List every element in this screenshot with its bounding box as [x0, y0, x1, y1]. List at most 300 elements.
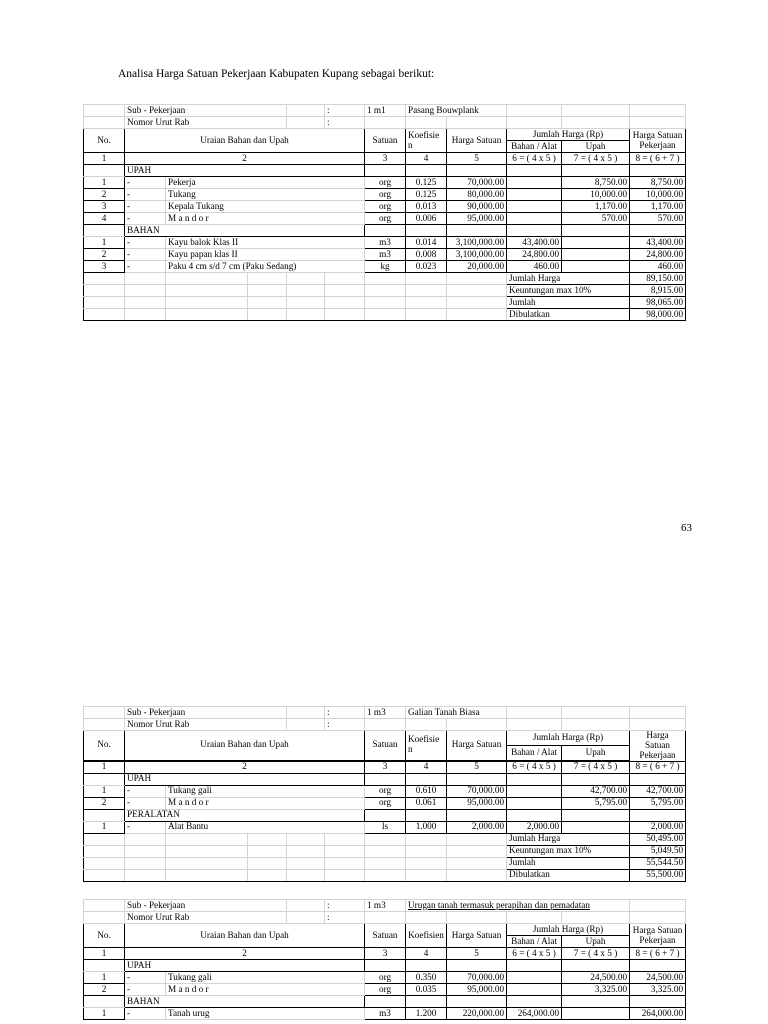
table-cell	[406, 912, 447, 924]
table-cell	[84, 869, 125, 881]
table-cell: -	[125, 797, 166, 809]
table-cell	[447, 960, 507, 972]
table-cell	[507, 105, 562, 117]
table-cell: :	[325, 105, 365, 117]
table-cell: 2	[84, 797, 125, 809]
table-cell: No.	[84, 924, 125, 948]
table-cell: 264,000.00	[507, 1008, 562, 1020]
table-cell: 98,065.00	[630, 297, 686, 309]
table-cell	[287, 912, 325, 924]
table-cell: 8 = ( 6 + 7 )	[630, 761, 686, 773]
table-cell	[125, 285, 166, 297]
table-cell: -	[125, 1008, 166, 1020]
table-cell: 80,000.00	[447, 189, 507, 201]
table-cell: :	[325, 912, 365, 924]
table-cell	[325, 869, 365, 881]
table-cell	[365, 117, 406, 129]
table-cell	[507, 809, 562, 821]
table-cell: m3	[365, 1008, 406, 1020]
table-cell	[166, 297, 248, 309]
table-cell	[507, 719, 562, 731]
table-cell	[84, 809, 125, 821]
table-cell: 4	[406, 153, 447, 165]
table-cell	[84, 857, 125, 869]
table-cell: 0.035	[406, 984, 447, 996]
table-cell	[287, 297, 325, 309]
summary-row	[84, 285, 686, 297]
table-cell	[630, 225, 686, 237]
table-cell	[507, 984, 562, 996]
table-row	[84, 821, 686, 833]
table-cell: Jumlah Harga	[507, 273, 630, 285]
table-cell	[166, 273, 248, 285]
table-cell: Nomor Urut Rab	[125, 912, 287, 924]
table-cell: -	[125, 249, 166, 261]
table-cell	[84, 297, 125, 309]
nomor-urut-row	[84, 117, 686, 129]
table-cell	[287, 845, 325, 857]
table-cell: Dibulatkan	[507, 309, 630, 321]
table-cell	[406, 809, 447, 821]
summary-row	[84, 857, 686, 869]
table-cell: 1.200	[406, 1008, 447, 1020]
table-cell: 5	[447, 761, 507, 773]
table-cell	[562, 225, 630, 237]
table-cell: 2	[84, 984, 125, 996]
table-cell: 1	[84, 153, 125, 165]
table-cell: Keuntungan max 10%	[507, 285, 630, 297]
table-cell	[325, 285, 365, 297]
table-cell	[406, 165, 447, 177]
nomor-urut-row	[84, 912, 686, 924]
table-cell: 90,000.00	[447, 201, 507, 213]
table-cell: -	[125, 213, 166, 225]
table-cell: 70,000.00	[447, 177, 507, 189]
table-cell	[125, 273, 166, 285]
table-cell: 8 = ( 6 + 7 )	[630, 948, 686, 960]
page-heading: Analisa Harga Satuan Pekerjaan Kabupaten Kupang sebagai berikut:	[118, 68, 435, 80]
table-cell	[84, 912, 125, 924]
work-name: Pasang Bouwplank	[406, 105, 507, 117]
table-cell: 1	[84, 237, 125, 249]
table-cell	[562, 996, 630, 1008]
table-cell: org	[365, 213, 406, 225]
table-cell	[365, 869, 406, 881]
table-cell	[507, 225, 562, 237]
table-cell: 55,500.00	[630, 869, 686, 881]
col-uraian: Uraian Bahan dan Upah	[125, 129, 365, 153]
table-cell: 24,800.00	[507, 249, 562, 261]
table-cell	[365, 285, 406, 297]
table-cell	[84, 225, 125, 237]
table-cell: org	[365, 785, 406, 797]
table-cell	[630, 719, 686, 731]
ahs-table-pasang-bouwplank	[83, 104, 686, 321]
table-cell	[287, 273, 325, 285]
table-cell: Harga Satuan Pekerjaan	[630, 731, 686, 762]
section-title	[84, 773, 686, 785]
table-cell: -	[125, 261, 166, 273]
col-jumlah-harga: Jumlah Harga (Rp)	[507, 129, 630, 141]
table-cell	[84, 105, 125, 117]
table-row	[84, 237, 686, 249]
table-cell	[248, 833, 287, 845]
table-cell	[287, 707, 325, 719]
table-cell	[447, 309, 507, 321]
table-cell	[84, 309, 125, 321]
table-cell	[562, 719, 630, 731]
table-cell: 2	[84, 189, 125, 201]
table-cell: 2	[125, 761, 365, 773]
header-row	[84, 731, 686, 746]
table-cell: Harga Satuan	[447, 924, 507, 948]
table-cell: Upah	[562, 936, 630, 948]
table-cell: -	[125, 237, 166, 249]
table-cell	[365, 309, 406, 321]
table-cell: UPAH	[125, 773, 365, 785]
table-cell: M a n d o r	[166, 797, 365, 809]
table-cell	[248, 273, 287, 285]
table-cell	[325, 273, 365, 285]
table-cell	[630, 912, 686, 924]
table-cell: 570.00	[630, 213, 686, 225]
table-cell	[507, 165, 562, 177]
table-cell: 10,000.00	[562, 189, 630, 201]
table-cell	[365, 165, 406, 177]
table-cell	[447, 165, 507, 177]
table-cell	[287, 105, 325, 117]
table-cell: 3	[365, 761, 406, 773]
summary-row	[84, 869, 686, 881]
table-cell: org	[365, 189, 406, 201]
table-cell: 220,000.00	[447, 1008, 507, 1020]
table-cell: org	[365, 201, 406, 213]
table-row	[84, 261, 686, 273]
header-row	[84, 129, 686, 141]
table-cell	[365, 912, 406, 924]
table-cell: org	[365, 797, 406, 809]
table-cell: Tukang gali	[166, 972, 365, 984]
table-cell: 0.006	[406, 213, 447, 225]
section-title	[84, 996, 686, 1008]
sub-pekerjaan-row	[84, 105, 686, 117]
table-cell: 70,000.00	[447, 785, 507, 797]
table-cell: 43,400.00	[630, 237, 686, 249]
table-cell	[406, 273, 447, 285]
table-row	[84, 972, 686, 984]
table-cell	[84, 165, 125, 177]
table-cell: m3	[365, 237, 406, 249]
table-cell	[507, 996, 562, 1008]
table-cell	[447, 833, 507, 845]
table-cell: Satuan	[365, 924, 406, 948]
tbody	[84, 105, 686, 321]
table-cell: 8,750.00	[562, 177, 630, 189]
table-cell	[630, 809, 686, 821]
table-cell	[365, 857, 406, 869]
table-row	[84, 201, 686, 213]
table-cell: 0.610	[406, 785, 447, 797]
table-cell	[325, 297, 365, 309]
table-cell: Jumlah Harga (Rp)	[507, 924, 630, 936]
table-cell: 55,544.50	[630, 857, 686, 869]
table-cell	[447, 297, 507, 309]
table-cell: 4	[84, 213, 125, 225]
table-cell	[125, 845, 166, 857]
table-cell	[166, 309, 248, 321]
table-cell	[248, 297, 287, 309]
table-cell: 2,000.00	[630, 821, 686, 833]
table-cell	[166, 285, 248, 297]
table-cell: Kayu papan klas II	[166, 249, 365, 261]
table-row	[84, 213, 686, 225]
table-cell: Sub - Pekerjaan	[125, 707, 287, 719]
table-cell	[365, 273, 406, 285]
table-cell: 1	[84, 948, 125, 960]
table-cell	[562, 105, 630, 117]
table-cell: 3	[365, 948, 406, 960]
table-cell: Sub - Pekerjaan	[125, 900, 287, 912]
table-cell	[562, 249, 630, 261]
table-cell: m3	[365, 249, 406, 261]
table-cell: 264,000.00	[630, 1008, 686, 1020]
tbody	[84, 900, 686, 1020]
table-cell: Nomor Urut Rab	[125, 117, 287, 129]
table-cell	[125, 297, 166, 309]
table-cell: Upah	[562, 745, 630, 760]
table-cell	[406, 857, 447, 869]
table-cell	[365, 773, 406, 785]
table-cell: 3,100,000.00	[447, 237, 507, 249]
table-row	[84, 177, 686, 189]
table-cell	[562, 912, 630, 924]
table-cell: Keuntungan max 10%	[507, 845, 630, 857]
table-row	[84, 189, 686, 201]
table-cell	[365, 719, 406, 731]
table-cell	[562, 165, 630, 177]
table-cell: 5,795.00	[562, 797, 630, 809]
table-cell	[406, 309, 447, 321]
table-cell	[84, 117, 125, 129]
table-cell: 3,100,000.00	[447, 249, 507, 261]
table-cell	[630, 707, 686, 719]
table-cell: 95,000.00	[447, 797, 507, 809]
table-cell: -	[125, 201, 166, 213]
table-cell	[630, 117, 686, 129]
table-cell: 0.013	[406, 201, 447, 213]
table-cell: M a n d o r	[166, 213, 365, 225]
table-cell	[507, 201, 562, 213]
table-cell: Satuan	[365, 731, 406, 761]
table-cell	[447, 857, 507, 869]
page-number: 63	[681, 522, 692, 534]
table-cell	[325, 833, 365, 845]
table-cell: Jumlah	[507, 857, 630, 869]
table-cell: 460.00	[630, 261, 686, 273]
table-cell	[248, 845, 287, 857]
table-cell: 3	[84, 201, 125, 213]
table-cell	[562, 1008, 630, 1020]
table-cell: 8,915.00	[630, 285, 686, 297]
col-harga-satuan: Harga Satuan	[447, 129, 507, 153]
table-cell	[406, 996, 447, 1008]
table-cell: 1	[84, 972, 125, 984]
table-cell: ls	[365, 821, 406, 833]
table-cell	[507, 785, 562, 797]
table-cell: 1	[84, 761, 125, 773]
table-row	[84, 249, 686, 261]
table-cell: 8,750.00	[630, 177, 686, 189]
table-cell: 3	[365, 153, 406, 165]
sub-pekerjaan-label: Sub - Pekerjaan	[125, 105, 287, 117]
table-row	[84, 984, 686, 996]
table-cell	[447, 117, 507, 129]
table-cell: 5	[447, 153, 507, 165]
table-cell: 7 = ( 4 x 5 )	[562, 761, 630, 773]
table-cell: 3,325.00	[562, 984, 630, 996]
table-cell	[447, 869, 507, 881]
table-cell	[287, 869, 325, 881]
table-cell: 1,170.00	[562, 201, 630, 213]
table-cell: Uraian Bahan dan Upah	[125, 731, 365, 761]
table-cell: 70,000.00	[447, 972, 507, 984]
table-cell: -	[125, 821, 166, 833]
table-cell: :	[325, 900, 365, 912]
table-cell	[447, 845, 507, 857]
table-cell	[507, 960, 562, 972]
table-cell: 5,049.50	[630, 845, 686, 857]
table-cell: -	[125, 972, 166, 984]
table-cell	[365, 225, 406, 237]
table-cell: Tanah urug	[166, 1008, 365, 1020]
table-cell	[406, 285, 447, 297]
ahs-table-galian-tanah	[83, 706, 686, 882]
col-koefisien: Koefisie n	[406, 129, 447, 153]
table-cell: Koefisien	[406, 924, 447, 948]
table-cell	[325, 857, 365, 869]
table-cell	[406, 117, 447, 129]
index-row	[84, 948, 686, 960]
sub-pekerjaan-row	[84, 707, 686, 719]
table-cell: Jumlah Harga	[507, 833, 630, 845]
table-cell: 24,500.00	[630, 972, 686, 984]
table-cell	[125, 309, 166, 321]
col-satuan: Satuan	[365, 129, 406, 153]
table-cell: 10,000.00	[630, 189, 686, 201]
table-cell: Tukang	[166, 189, 365, 201]
table-cell: 2	[84, 249, 125, 261]
summary-row	[84, 297, 686, 309]
table-cell	[507, 972, 562, 984]
col-bahan: Bahan / Alat	[507, 141, 562, 153]
table-cell	[507, 773, 562, 785]
section-title	[84, 960, 686, 972]
table-cell	[562, 773, 630, 785]
table-cell	[406, 773, 447, 785]
table-cell	[287, 719, 325, 731]
table-cell	[287, 117, 325, 129]
table-cell	[125, 869, 166, 881]
work-unit: 1 m3	[365, 707, 406, 719]
table-cell	[365, 845, 406, 857]
table-cell	[562, 821, 630, 833]
nomor-urut-row	[84, 719, 686, 731]
table-cell: 89,150.00	[630, 273, 686, 285]
table-cell	[630, 996, 686, 1008]
table-cell: 6 = ( 4 x 5 )	[507, 153, 562, 165]
table-cell: Pekerja	[166, 177, 365, 189]
table-cell: Jumlah	[507, 297, 630, 309]
table-cell: 7 = ( 4 x 5 )	[562, 153, 630, 165]
table-cell: 5	[447, 948, 507, 960]
table-cell: 95,000.00	[447, 213, 507, 225]
table-cell	[84, 845, 125, 857]
table-cell	[447, 809, 507, 821]
table-cell: Kayu balok Klas II	[166, 237, 365, 249]
table-cell: M a n d o r	[166, 984, 365, 996]
table-cell	[630, 773, 686, 785]
table-cell	[562, 707, 630, 719]
table-cell: 5,795.00	[630, 797, 686, 809]
table-cell: 43,400.00	[507, 237, 562, 249]
index-row	[84, 153, 686, 165]
table-cell	[287, 900, 325, 912]
table-cell	[166, 845, 248, 857]
table-cell: 1.000	[406, 821, 447, 833]
table-cell	[447, 773, 507, 785]
table-cell	[507, 707, 562, 719]
table-cell: 4	[406, 761, 447, 773]
table-cell	[562, 261, 630, 273]
table-cell	[507, 117, 562, 129]
table-cell	[84, 285, 125, 297]
table-cell: 50,495.00	[630, 833, 686, 845]
table-cell: 42,700.00	[630, 785, 686, 797]
table-cell: -	[125, 189, 166, 201]
table-cell: 1,170.00	[630, 201, 686, 213]
table-cell: :	[325, 117, 365, 129]
table-cell	[562, 117, 630, 129]
table-cell	[84, 833, 125, 845]
table-cell	[406, 225, 447, 237]
summary-row	[84, 273, 686, 285]
table-cell: Dibulatkan	[507, 869, 630, 881]
table-cell	[406, 960, 447, 972]
table-cell: 0.125	[406, 189, 447, 201]
table-cell: BAHAN	[125, 996, 365, 1008]
work-unit: 1 m3	[365, 900, 406, 912]
col-hsp: Harga Satuan Pekerjaan	[630, 129, 686, 153]
table-cell: 1	[84, 821, 125, 833]
sub-pekerjaan-row	[84, 900, 686, 912]
table-cell	[365, 833, 406, 845]
table-cell: 6 = ( 4 x 5 )	[507, 761, 562, 773]
table-cell	[447, 273, 507, 285]
table-cell	[365, 996, 406, 1008]
table-cell	[84, 273, 125, 285]
table-cell	[630, 105, 686, 117]
table-cell	[166, 869, 248, 881]
table-cell: 1	[84, 177, 125, 189]
table-cell: org	[365, 972, 406, 984]
table-cell: 460.00	[507, 261, 562, 273]
section-title	[84, 225, 686, 237]
table-cell: 95,000.00	[447, 984, 507, 996]
table-cell: 20,000.00	[447, 261, 507, 273]
table-cell: -	[125, 785, 166, 797]
table-cell	[406, 845, 447, 857]
table-cell: 4	[406, 948, 447, 960]
